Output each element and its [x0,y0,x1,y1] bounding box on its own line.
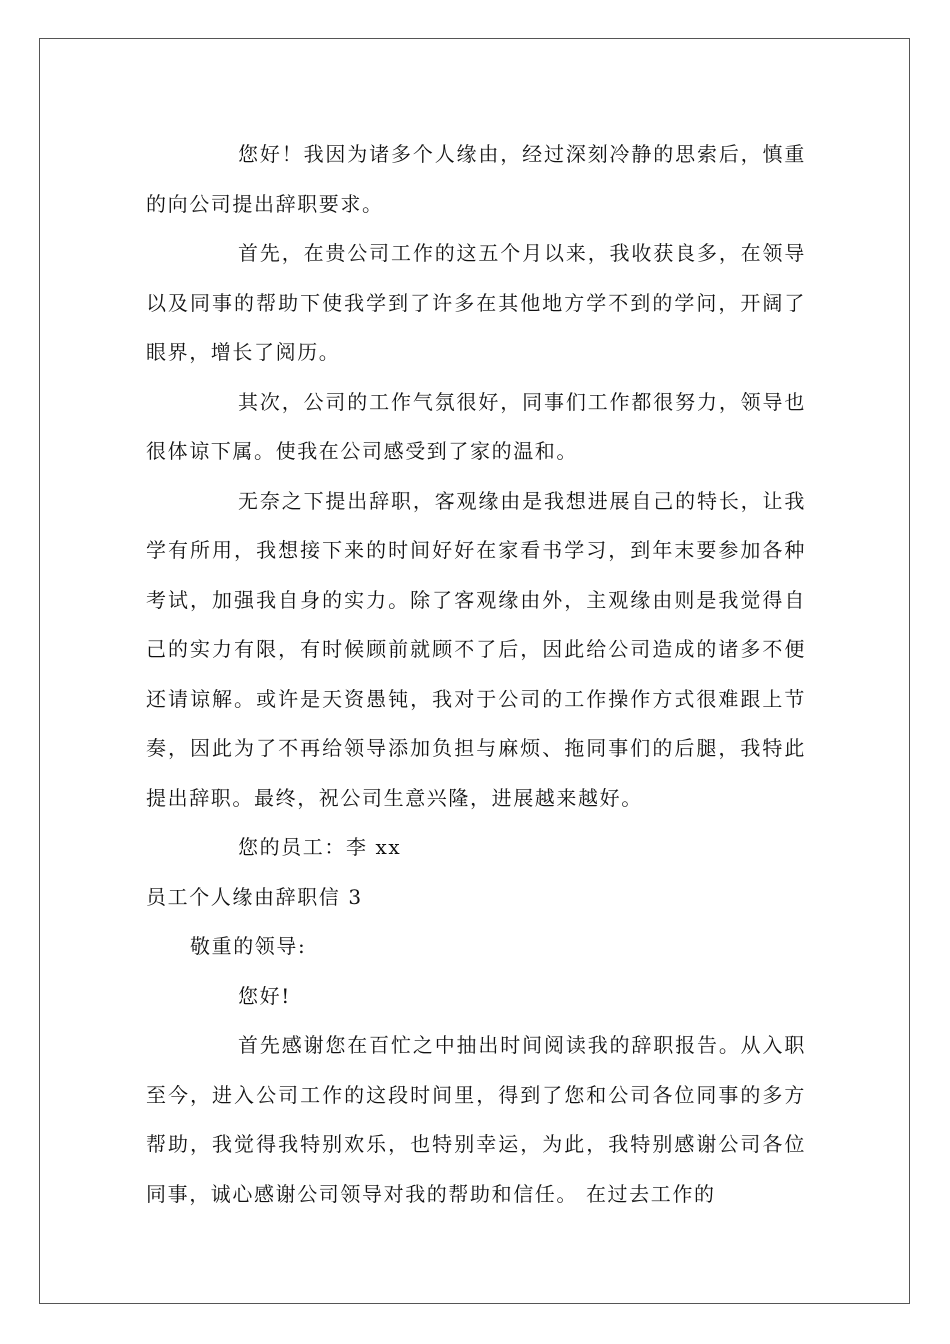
paragraph-reasons: 无奈之下提出辞职，客观缘由是我想进展自己的特长，让我学有所用，我想接下来的时间好好在家看书学习，到年末要参加各种考试，加强我自身的实力。除了客观缘由外，主观缘由则是我觉得自己的实力有限，有时候顾前就顾不了后，因此给公司造成的诸多不便还请谅解。或许是天资愚钝，我对于公司的工作操作方式很难跟上节奏，因此为了不再给领导添加负担与麻烦、拖同事们的后腿，我特此提出辞职。最终，祝公司生意兴隆，进展越来越好。 [146,488,806,810]
paragraph-greeting-reason: 您好！我因为诸多个人缘由，经过深刻冷静的思索后，慎重的向公司提出辞职要求。 [146,142,806,216]
paragraph-atmosphere: 其次，公司的工作气氛很好，同事们工作都很努力，领导也很体谅下属。使我在公司感受到了家的温和。 [146,389,806,463]
paragraph-gains: 首先，在贵公司工作的这五个月以来，我收获良多，在领导以及同事的帮助下使我学到了许多在其他地方学不到的学问，开阔了眼界，增长了阅历。 [146,241,806,364]
salutation: 敬重的领导: [190,934,307,958]
paragraph-thanks: 首先感谢您在百忙之中抽出时间阅读我的辞职报告。从入职至今，进入公司工作的这段时间里，得到了您和公司各位同事的多方帮助，我觉得我特别欢乐，也特别幸运，为此，我特别感谢公司各位同事，诚心感谢公司领导对我的帮助和信任。 在过去工作的 [146,1033,806,1206]
greeting: 您好! [238,983,291,1008]
document-body [146,130,806,1219]
section-title: 员工个人缘由辞职信 3 [146,884,363,909]
signature-line: 您的员工：李 xx [238,835,402,859]
